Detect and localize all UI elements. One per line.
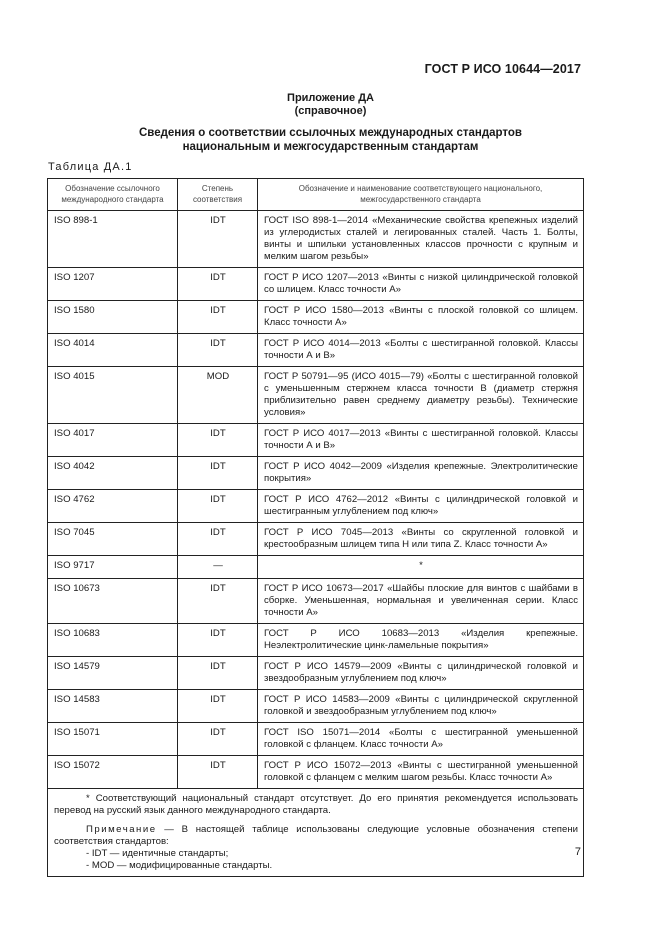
cell-description: ГОСТ Р 50791—95 (ИСО 4015—79) «Болты с шестигранной головкой с уменьшенным стержнем класса точности В (диаметр стержня приблизительно равен среднему диаметру резьбы). Технические условия» <box>258 367 584 424</box>
cell-degree: IDT <box>178 424 258 457</box>
cell-iso: ISO 15071 <box>48 723 178 756</box>
annex-heading <box>0 92 661 118</box>
table-row <box>48 523 584 556</box>
page-number: 7 <box>574 846 581 858</box>
column-header-iso: Обозначение ссылочного международного стандарта <box>48 179 178 211</box>
correspondence-table <box>47 178 584 877</box>
table-row <box>48 334 584 367</box>
cell-iso: ISO 9717 <box>48 556 178 579</box>
table-row <box>48 579 584 624</box>
cell-iso: ISO 4017 <box>48 424 178 457</box>
cell-iso: ISO 10673 <box>48 579 178 624</box>
table-row <box>48 556 584 579</box>
annex-title: Приложение ДА <box>287 92 374 104</box>
table-row <box>48 756 584 789</box>
cell-degree: IDT <box>178 690 258 723</box>
cell-description: ГОСТ Р ИСО 1580—2013 «Винты с плоской головкой со шлицем. Класс точности А» <box>258 301 584 334</box>
cell-degree: IDT <box>178 523 258 556</box>
cell-iso: ISO 4042 <box>48 457 178 490</box>
column-header-national-standard: Обозначение и наименование соответствующего национального, межгосударственного стандарта <box>258 179 584 211</box>
section-title <box>0 126 661 154</box>
table-header-row <box>48 179 584 211</box>
cell-degree: IDT <box>178 490 258 523</box>
table-caption: Таблица ДА.1 <box>48 161 133 173</box>
cell-iso: ISO 4015 <box>48 367 178 424</box>
table-row <box>48 490 584 523</box>
cell-description: ГОСТ Р ИСО 1207—2013 «Винты с низкой цилиндрической головкой со шлицем. Класс точности А» <box>258 268 584 301</box>
cell-degree: IDT <box>178 657 258 690</box>
cell-description: ГОСТ Р ИСО 4762—2012 «Винты с цилиндрической головкой и шестигранным углублением под ключ» <box>258 490 584 523</box>
table-footer-row <box>48 789 584 877</box>
table-row <box>48 367 584 424</box>
cell-iso: ISO 14579 <box>48 657 178 690</box>
cell-degree: IDT <box>178 268 258 301</box>
cell-degree: IDT <box>178 457 258 490</box>
cell-degree: IDT <box>178 624 258 657</box>
cell-description: * <box>258 556 584 579</box>
document-code-header: ГОСТ Р ИСО 10644—2017 <box>424 62 581 76</box>
table-row <box>48 657 584 690</box>
cell-iso: ISO 1580 <box>48 301 178 334</box>
footnote-text: * Соответствующий национальный стандарт отсутствует. До его принятия рекомендуется использовать перевод на русский язык данного международного стандарта. <box>54 793 578 816</box>
note-label: Примечание <box>86 824 157 835</box>
cell-description: ГОСТ Р ИСО 14583—2009 «Винты с цилиндрической скругленной головкой и звездообразным углублением под ключ» <box>258 690 584 723</box>
cell-iso: ISO 1207 <box>48 268 178 301</box>
cell-degree: IDT <box>178 579 258 624</box>
cell-description: ГОСТ Р ИСО 10673—2017 «Шайбы плоские для винтов с шайбами в сборке. Уменьшенная, нормальная и увеличенная серии. Класс точности А» <box>258 579 584 624</box>
table-row <box>48 690 584 723</box>
table-row <box>48 624 584 657</box>
cell-description: ГОСТ ISO 898-1—2014 «Механические свойства крепежных изделий из углеродистых сталей и легированных сталей. Часть 1. Болты, винты и шпильки установленных классов прочности с крупным и мелким шагом резьбы» <box>258 211 584 268</box>
cell-iso: ISO 7045 <box>48 523 178 556</box>
table-footnote-cell <box>48 789 584 877</box>
cell-description: ГОСТ Р ИСО 4014—2013 «Болты с шестигранной головкой. Классы точности А и В» <box>258 334 584 367</box>
cell-iso: ISO 4014 <box>48 334 178 367</box>
cell-iso: ISO 10683 <box>48 624 178 657</box>
annex-subtitle: (справочное) <box>294 105 367 117</box>
section-title-line1: Сведения о соответствии ссылочных международных стандартов <box>138 127 522 139</box>
cell-description: ГОСТ Р ИСО 10683—2013 «Изделия крепежные. Неэлектролитические цинк-ламельные покрытия» <box>258 624 584 657</box>
cell-degree: IDT <box>178 723 258 756</box>
table-row <box>48 211 584 268</box>
cell-degree: IDT <box>178 756 258 789</box>
cell-description: ГОСТ Р ИСО 15072—2013 «Винты с шестигранной уменьшенной головкой с фланцем с мелким шагом резьбы. Класс точности А» <box>258 756 584 789</box>
table-row <box>48 301 584 334</box>
cell-iso: ISO 14583 <box>48 690 178 723</box>
cell-description: ГОСТ ISO 15071—2014 «Болты с шестигранной уменьшенной головкой с фланцем. Класс точности А» <box>258 723 584 756</box>
cell-iso: ISO 15072 <box>48 756 178 789</box>
cell-degree: IDT <box>178 334 258 367</box>
cell-description: ГОСТ Р ИСО 7045—2013 «Винты со скругленной головкой и крестообразным шлицем типа H или типа Z. Класс точности А» <box>258 523 584 556</box>
cell-degree: — <box>178 556 258 579</box>
cell-description: ГОСТ Р ИСО 4042—2009 «Изделия крепежные. Электролитические покрытия» <box>258 457 584 490</box>
section-title-line2: национальным и межгосударственным стандартам <box>182 141 479 153</box>
cell-iso: ISO 898-1 <box>48 211 178 268</box>
cell-description: ГОСТ Р ИСО 4017—2013 «Винты с шестигранной головкой. Классы точности А и В» <box>258 424 584 457</box>
note-list-item: - MOD — модифицированные стандарты. <box>86 860 273 871</box>
cell-degree: MOD <box>178 367 258 424</box>
cell-degree: IDT <box>178 301 258 334</box>
note-body: — В настоящей таблице использованы следующие условные обозначения степени соответствия стандартов: <box>54 824 578 847</box>
table-row <box>48 424 584 457</box>
table-row <box>48 723 584 756</box>
column-header-degree: Степень соответствия <box>178 179 258 211</box>
note-text <box>54 824 578 848</box>
cell-description: ГОСТ Р ИСО 14579—2009 «Винты с цилиндрической головкой и звездообразным углублением под ключ» <box>258 657 584 690</box>
table-row <box>48 457 584 490</box>
cell-iso: ISO 4762 <box>48 490 178 523</box>
note-list-item: - IDT — идентичные стандарты; <box>86 848 229 859</box>
table-row <box>48 268 584 301</box>
cell-degree: IDT <box>178 211 258 268</box>
